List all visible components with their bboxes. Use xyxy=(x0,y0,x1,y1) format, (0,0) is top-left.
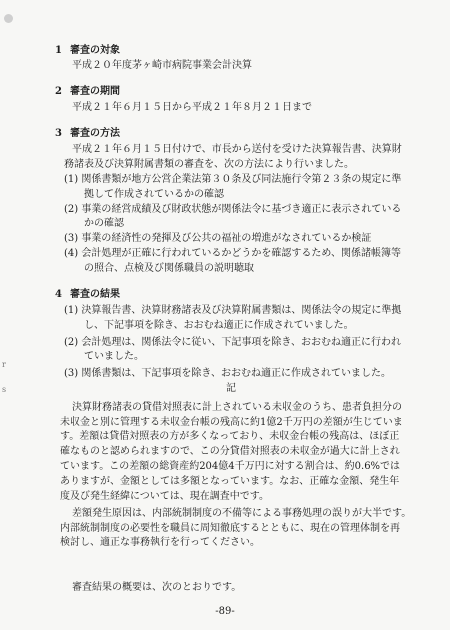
list-item: (4) 会計処理が正確に行われているかどうかを確認するため、関係諸帳簿等 xyxy=(64,248,401,259)
list-item-cont: の照合、点検及び関係職員の説明聴取 xyxy=(84,263,254,274)
binder-hole xyxy=(4,14,13,23)
list-item: (2) 会計処理は、関係法令に従い、下記事項を除き、おおむね適正に行われ xyxy=(64,337,401,348)
section-heading: 審査の方法 xyxy=(70,128,120,139)
list-item-cont: 拠して作成されているかの確認 xyxy=(84,189,224,200)
edge-mark: s xyxy=(2,385,7,394)
body-line: 度及び発生経緯については、現在調査中です。 xyxy=(60,491,269,502)
section-line: 平成２０年度茅ヶ崎市病院事業会計決算 xyxy=(72,60,252,71)
section-number: 2 xyxy=(55,86,62,97)
body-line: 確なものと認められますので、この分貸借対照表の未収金が過大に計上され xyxy=(60,446,400,457)
list-item-cont: し、下記事項を除き、おおむね適正に作成されていました。 xyxy=(84,320,354,331)
body-line: 差額発生原因は、内部統制制度の不備等による事務処理の誤りが大半です。 xyxy=(72,508,412,519)
section-heading: 審査の対象 xyxy=(70,45,120,56)
body-line: ありますが、金額としては多額となっています。なお、正確な金額、発生年 xyxy=(60,476,400,487)
body-line: 未収金と別に管理する未収金台帳の残高に約1億2千万円の差額が生じていま xyxy=(60,417,403,428)
list-item: (3) 事業の経済性の発揮及び公共の福祉の増進がなされているか検証 xyxy=(64,233,372,244)
list-item: (1) 関係書類が地方公営企業法第３０条及び同法施行令第２３条の規定に準 xyxy=(64,174,402,185)
closing-line: 審査結果の概要は、次のとおりです。 xyxy=(72,582,242,593)
list-item: (2) 事業の経営成績及び財政状態が関係法令に基づき適正に表示されている xyxy=(64,204,402,215)
section-number: 1 xyxy=(55,45,62,56)
section-number: 3 xyxy=(55,128,62,139)
list-item-cont: ていました。 xyxy=(84,351,144,362)
section-line: 務諸表及び決算附属書類の審査を、次の方法により行いました。 xyxy=(64,159,354,170)
section-line: 平成２１年６月１５日付けで、市長から送付を受けた決算報告書、決算財 xyxy=(72,144,402,155)
list-item: (1) 決算報告書、決算財務諸表及び決算附属書類は、関係法令の規定に準拠 xyxy=(64,305,402,316)
body-line: 決算財務諸表の貸借対照表に計上されている未収金のうち、患者負担分の xyxy=(72,402,402,413)
page-number: -89- xyxy=(215,606,235,617)
section-number: 4 xyxy=(55,289,62,300)
section-heading: 審査の結果 xyxy=(70,289,120,300)
edge-mark: r xyxy=(2,360,6,369)
section-heading: 審査の期間 xyxy=(70,86,120,97)
body-line: す。差額は貸借対照表の方が多くなっており、未収金台帳の残高は、ほぼ正 xyxy=(60,431,400,442)
list-item: (3) 関係書類は、下記事項を除き、おおむね適正に作成されていました。 xyxy=(64,368,391,379)
body-line: ています。この差額の総資産約204億4千万円に対する割合は、約0.6%では xyxy=(60,461,401,472)
body-line: 検討し、適正な事務執行を行ってください。 xyxy=(60,537,260,548)
ki-marker: 記 xyxy=(226,383,236,394)
section-line: 平成２１年６月１５日から平成２１年８月２１日まで xyxy=(72,102,312,113)
body-line: 内部統制制度の必要性を職員に周知徹底するとともに、現在の管理体制を再 xyxy=(60,523,400,534)
list-item-cont: かの確認 xyxy=(84,218,124,229)
